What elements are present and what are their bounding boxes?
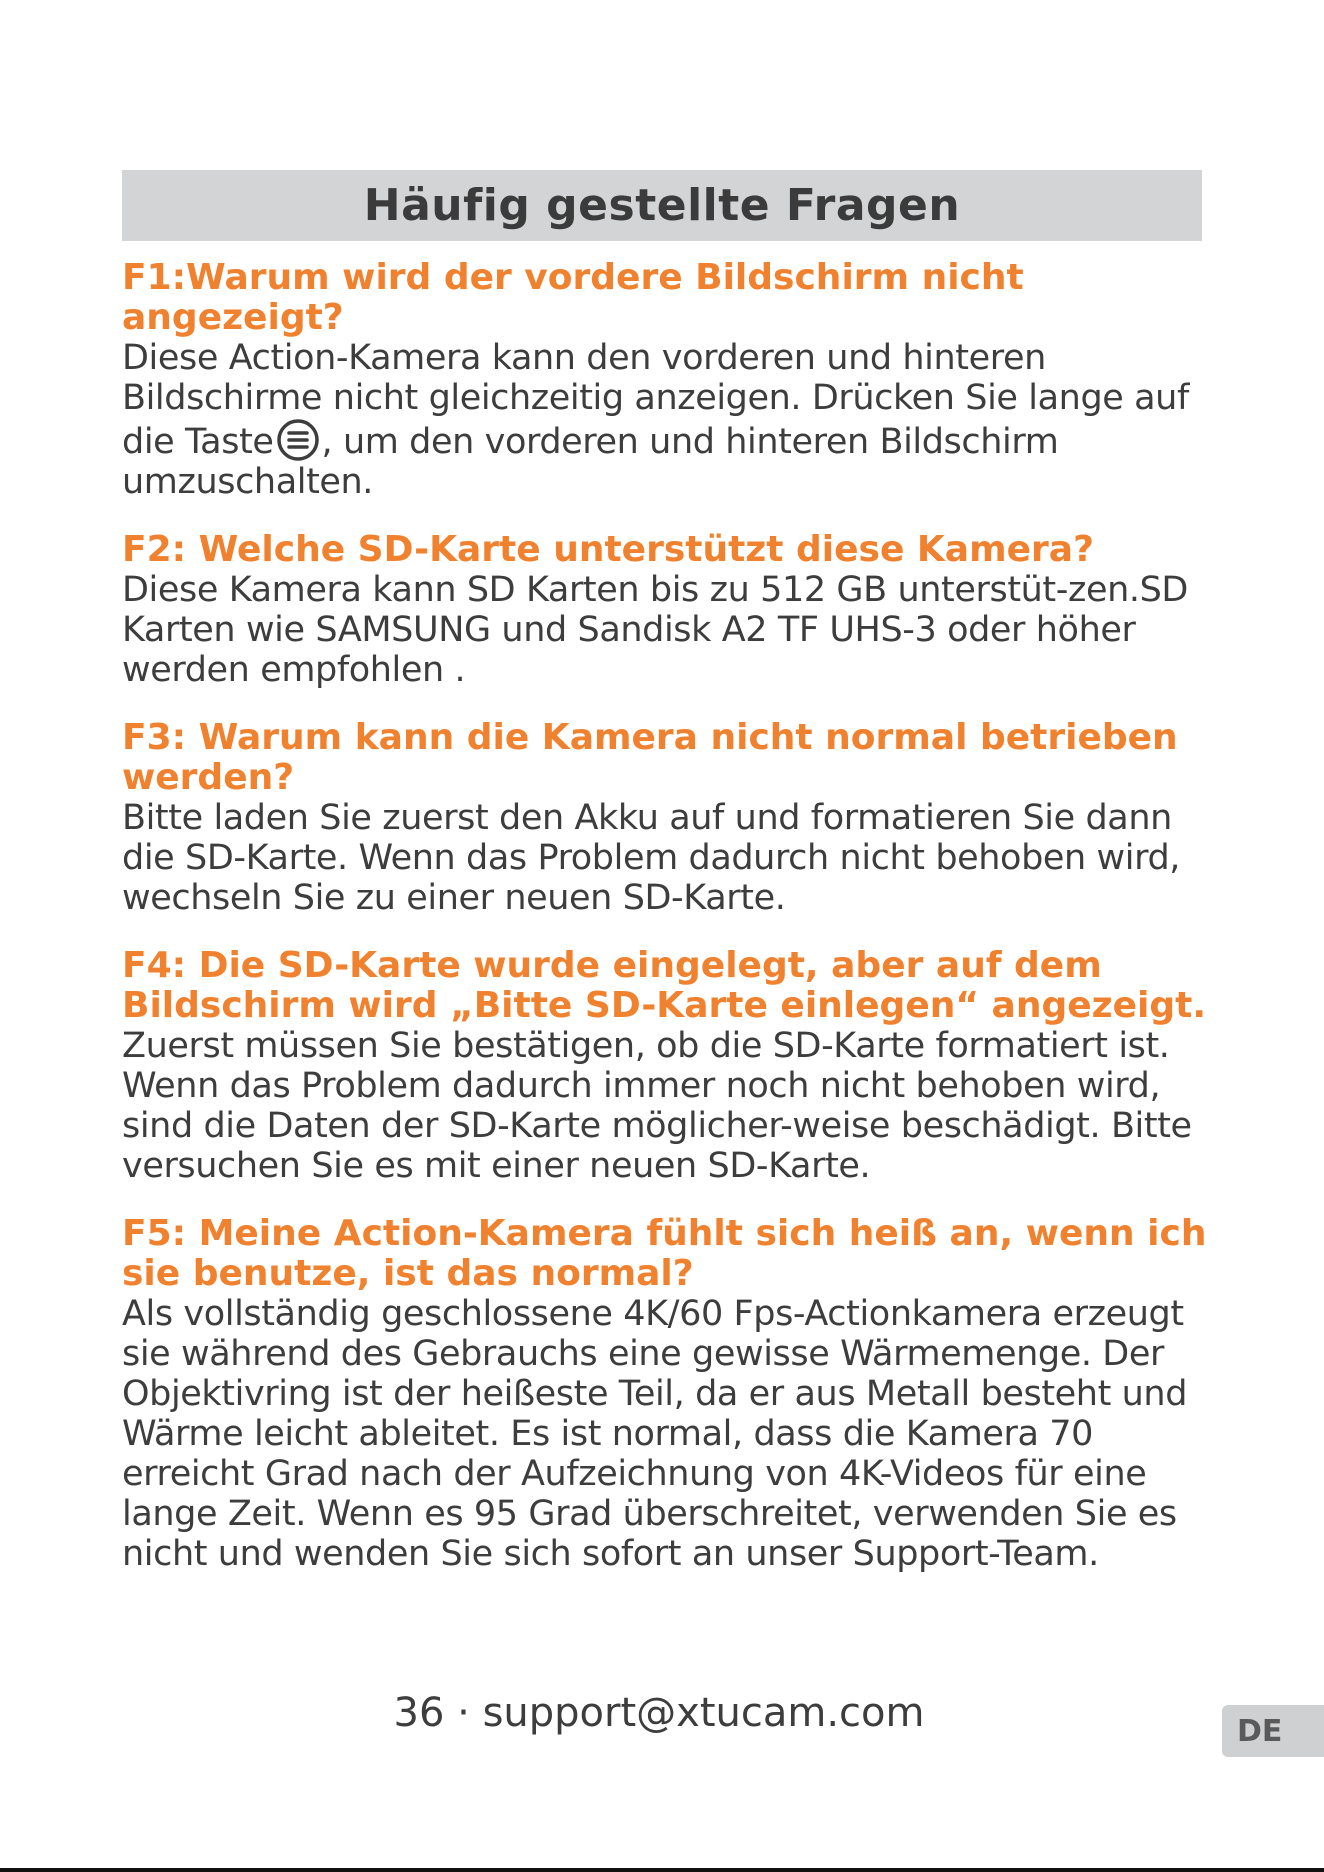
menu-button-icon — [276, 418, 320, 462]
footer-separator: · — [457, 1690, 470, 1736]
page-footer — [0, 1690, 1324, 1736]
faq-answer-1-part-1: Diese Action-Kamera kann den vorderen und hinteren Bildschirme nicht gleichzeitig anzeigen. Drücken Sie lange auf die Taste — [122, 338, 1189, 462]
bottom-edge-line — [0, 1868, 1324, 1872]
language-tab — [1222, 1705, 1324, 1757]
faq-item-4 — [122, 946, 1212, 1186]
faq-item-2 — [122, 530, 1212, 690]
footer-line — [394, 1690, 925, 1736]
faq-answer-1-part-2: , um den vorderen und hinteren Bildschirm umzuschalten. — [122, 422, 1059, 502]
faq-item-5 — [122, 1214, 1212, 1574]
faq-answer-4: Zuerst müssen Sie bestätigen, ob die SD-Karte formatiert ist. Wenn das Problem dadurch immer noch nicht behoben wird, sind die Daten der SD-Karte möglicher-weise beschädigt. Bitte versuchen Sie es mit einer neuen SD-Karte. — [122, 1026, 1192, 1186]
faq-answer-5: Als vollständig geschlossene 4K/60 Fps-Actionkamera erzeugt sie während des Gebrauchs eine gewisse Wärmemenge. Der Objektivring ist der heißeste Teil, da er aus Metall besteht und Wärme leicht ableitet. Es ist normal, dass die Kamera 70 erreicht Grad nach der Aufzeichnung von 4K-Videos für eine lange Zeit. Wenn es 95 Grad überschreitet, verwenden Sie es nicht und wenden Sie sich sofort an unser Support-Team. — [122, 1294, 1188, 1574]
faq-answer-3: Bitte laden Sie zuerst den Akku auf und formatieren Sie dann die SD-Karte. Wenn das Problem dadurch nicht behoben wird, wechseln Sie zu einer neuen SD-Karte. — [122, 798, 1180, 918]
faq-answer-2: Diese Kamera kann SD Karten bis zu 512 GB unterstüt-zen.SD Karten wie SAMSUNG und Sandisk A2 TF UHS-3 oder höher werden empfohlen . — [122, 570, 1188, 690]
faq-question-1: F1:Warum wird der vordere Bildschirm nicht angezeigt? — [122, 257, 1024, 338]
faq-answer-1 — [122, 338, 1212, 502]
title-bar — [122, 170, 1202, 241]
page-number: 36 — [393, 1690, 445, 1736]
faq-item-1 — [122, 258, 1212, 502]
language-label: DE — [1237, 1713, 1283, 1749]
faq-question-5: F5: Meine Action-Kamera fühlt sich heiß an, wenn ich sie benutze, ist das normal? — [122, 1213, 1207, 1294]
faq-question-2: F2: Welche SD-Karte unterstützt diese Kamera? — [122, 529, 1094, 570]
faq-question-4: F4: Die SD-Karte wurde eingelegt, aber auf dem Bildschirm wird „Bitte SD-Karte einlegen“ angezeigt. — [122, 945, 1207, 1026]
faq-list — [122, 258, 1212, 1602]
support-email: support@xtucam.com — [482, 1690, 925, 1736]
faq-item-3 — [122, 718, 1212, 918]
faq-question-3: F3: Warum kann die Kamera nicht normal betrieben werden? — [122, 717, 1178, 798]
page-title: Häufig gestellte Fragen — [363, 180, 961, 231]
